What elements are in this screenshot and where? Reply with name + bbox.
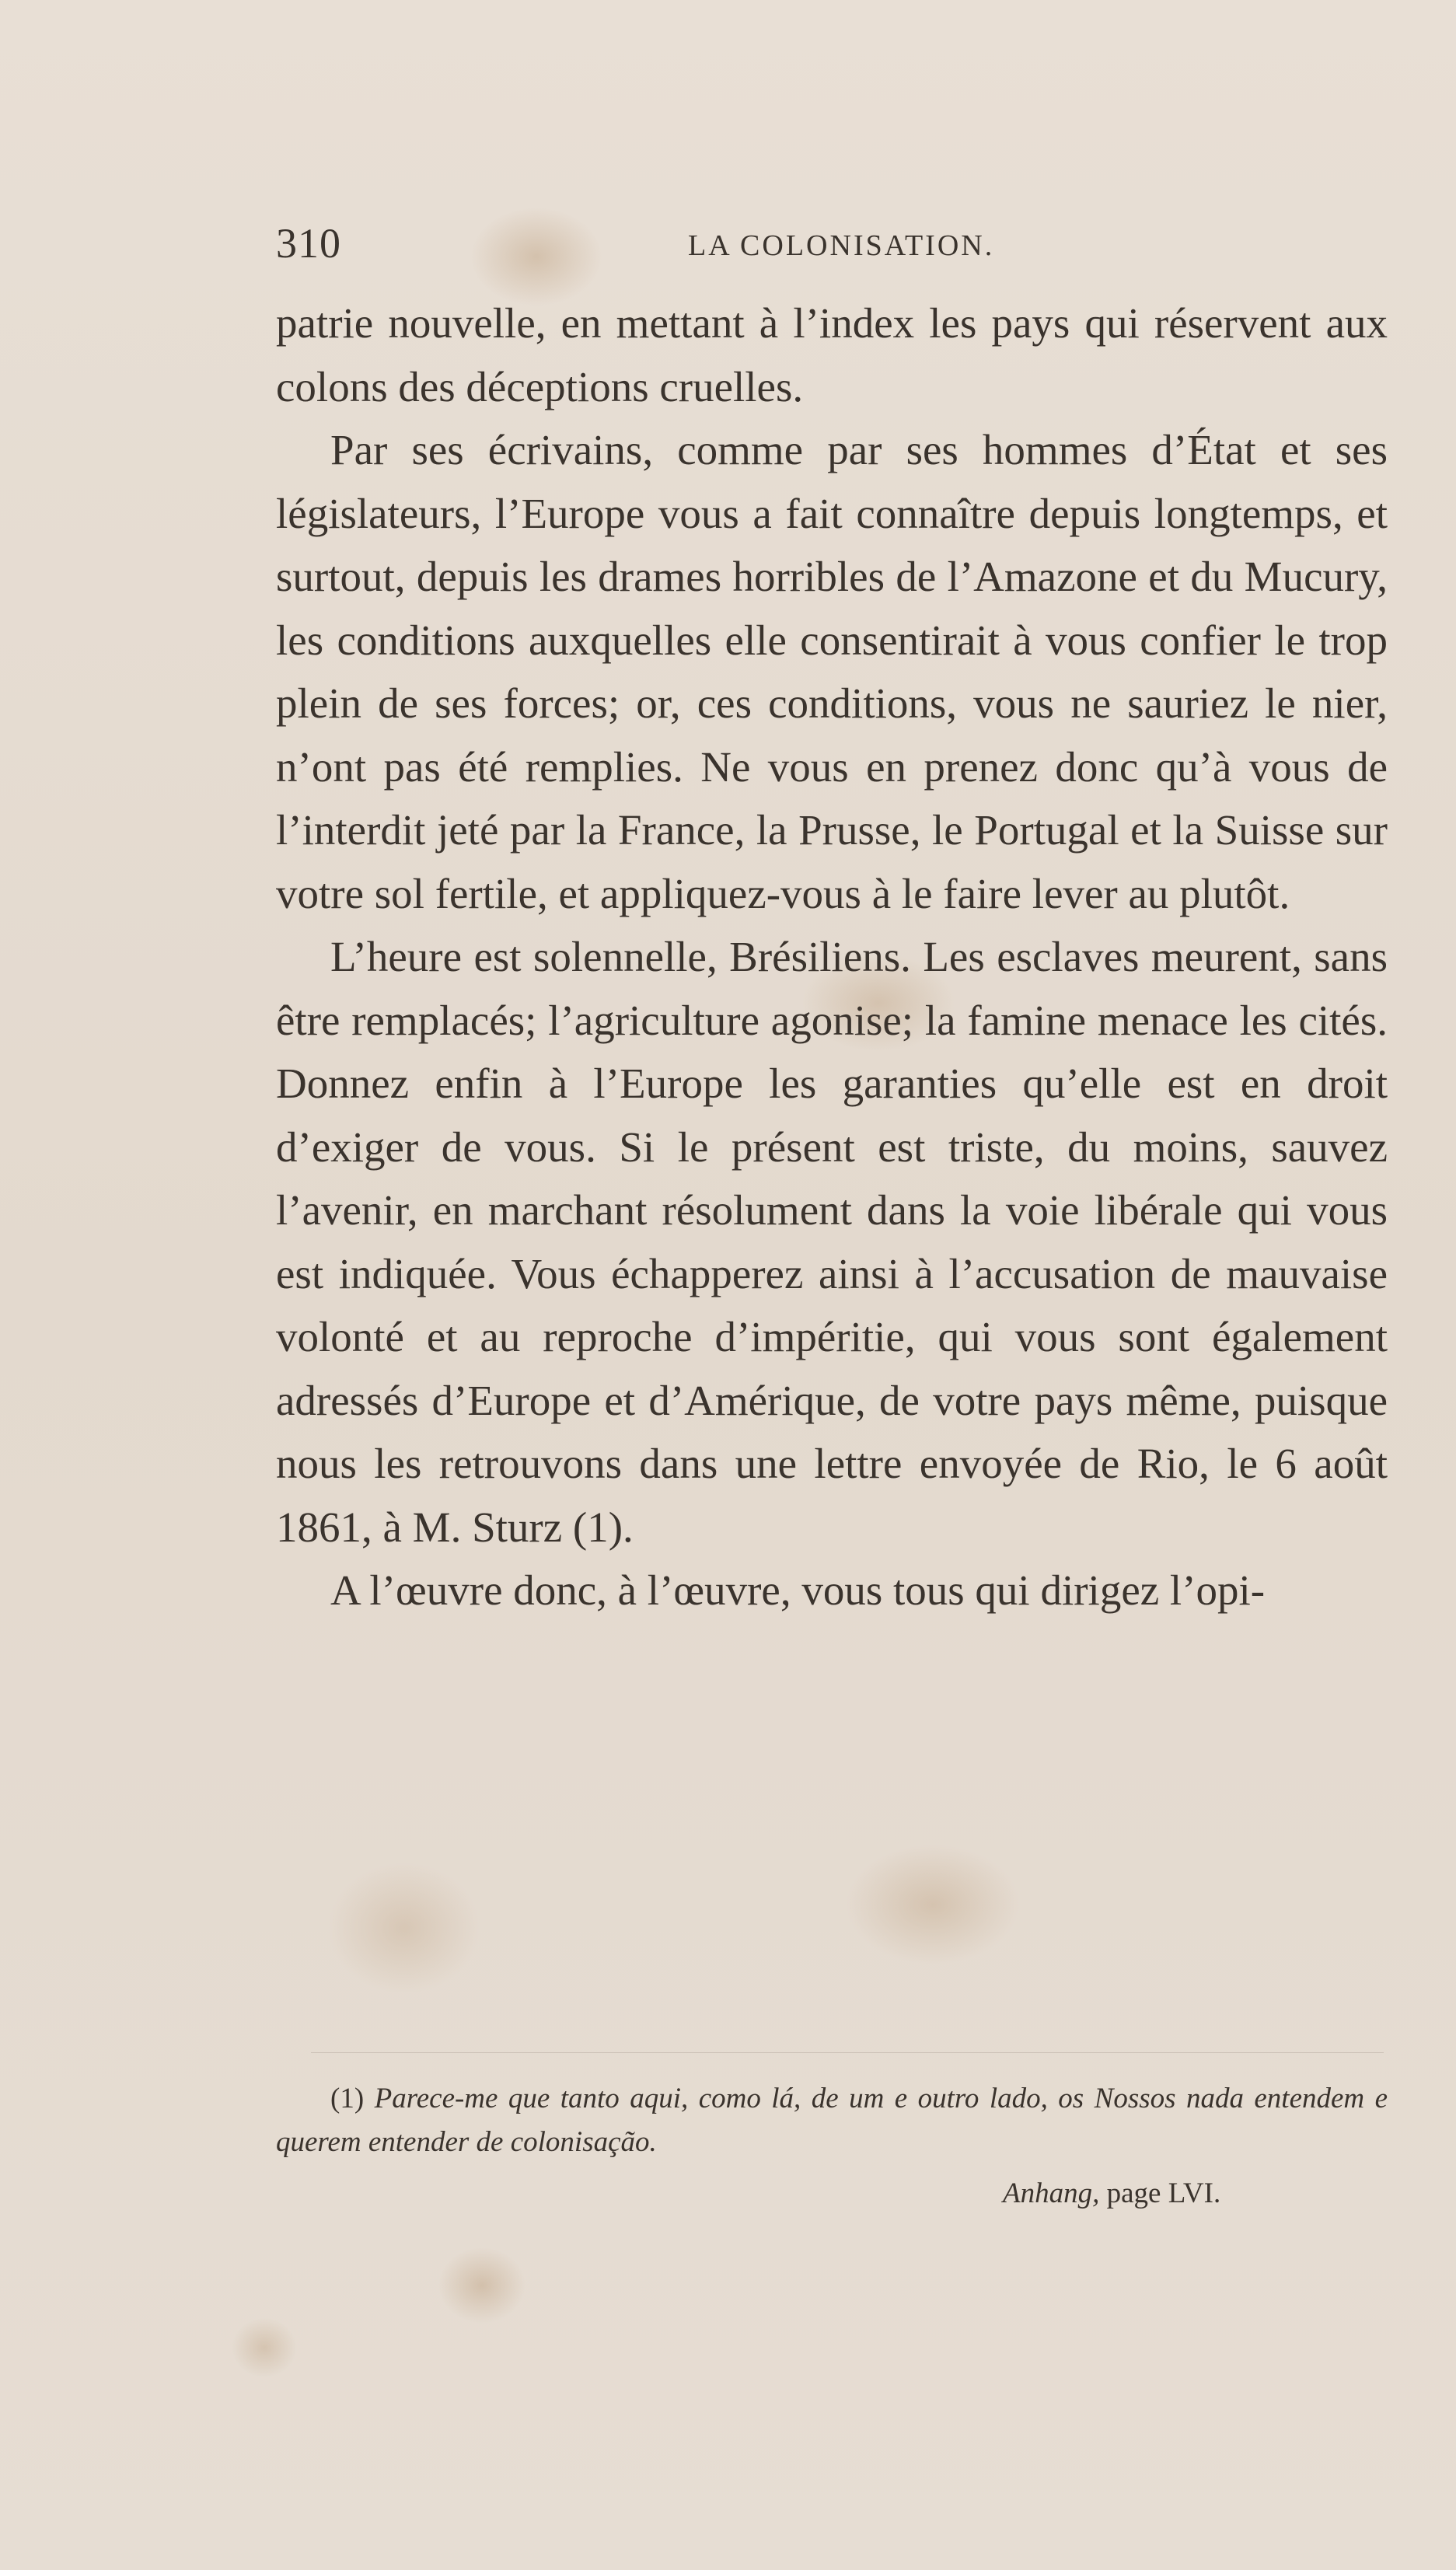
footnote-marker: (1) [330, 2083, 365, 2114]
footnote-source-page: page LVI. [1106, 2177, 1221, 2209]
footnote-source [1003, 2177, 1220, 2210]
body-text [276, 292, 1388, 1622]
footnote-divider [311, 2052, 1384, 2053]
footnote [276, 2077, 1388, 2164]
footnote-source-name: Anhang, [1003, 2177, 1100, 2209]
paragraph-continuation: patrie nouvelle, en mettant à l’index les pays qui réservent aux colons des déceptions cruelles. [276, 299, 1388, 410]
page-header [276, 219, 1388, 274]
page-number: 310 [276, 220, 341, 267]
paragraph: L’heure est solennelle, Brésiliens. Les esclaves meurent, sans être remplacés; l’agriculture agonise; la famine menace les cités. Donnez enfin à l’Europe les garanties qu’elle est en droit d’exiger de vous. Si le présent est triste, du moins, sauvez l’avenir, en marchant résolument dans la voie libérale qui vous est indiquée. Vous échapperez ainsi à l’accusation de mauvaise volonté et au reproche d’impéritie, qui vous sont également adressés d’Europe et d’Amérique, de votre pays même, puisque nous les retrouvons dans une lettre envoyée de Rio, le 6 août 1861, à M. Sturz (1). [276, 933, 1388, 1551]
paragraph: A l’œuvre donc, à l’œuvre, vous tous qui dirigez l’opi- [330, 1566, 1266, 1614]
running-title: LA COLONISATION. [688, 229, 995, 262]
paragraph: Par ses écrivains, comme par ses hommes d’État et ses législateurs, l’Europe vous a fait connaître depuis longtemps, et surtout, depuis les drames horribles de l’Amazone et du Mucury, les conditions auxquelles elle consentirait à vous confier le trop plein de ses forces; or, ces conditions, vous ne sauriez le nier, n’ont pas été remplies. Ne vous en prenez donc qu’à vous de l’interdit jeté par la France, la Prusse, le Portugal et la Suisse sur votre sol fertile, et appliquez-vous à le faire lever au plutôt. [276, 426, 1388, 917]
footnote-text: Parece-me que tanto aqui, como lá, de um e outro lado, os Nossos nada entendem e querem entender de colonisação. [276, 2083, 1388, 2158]
